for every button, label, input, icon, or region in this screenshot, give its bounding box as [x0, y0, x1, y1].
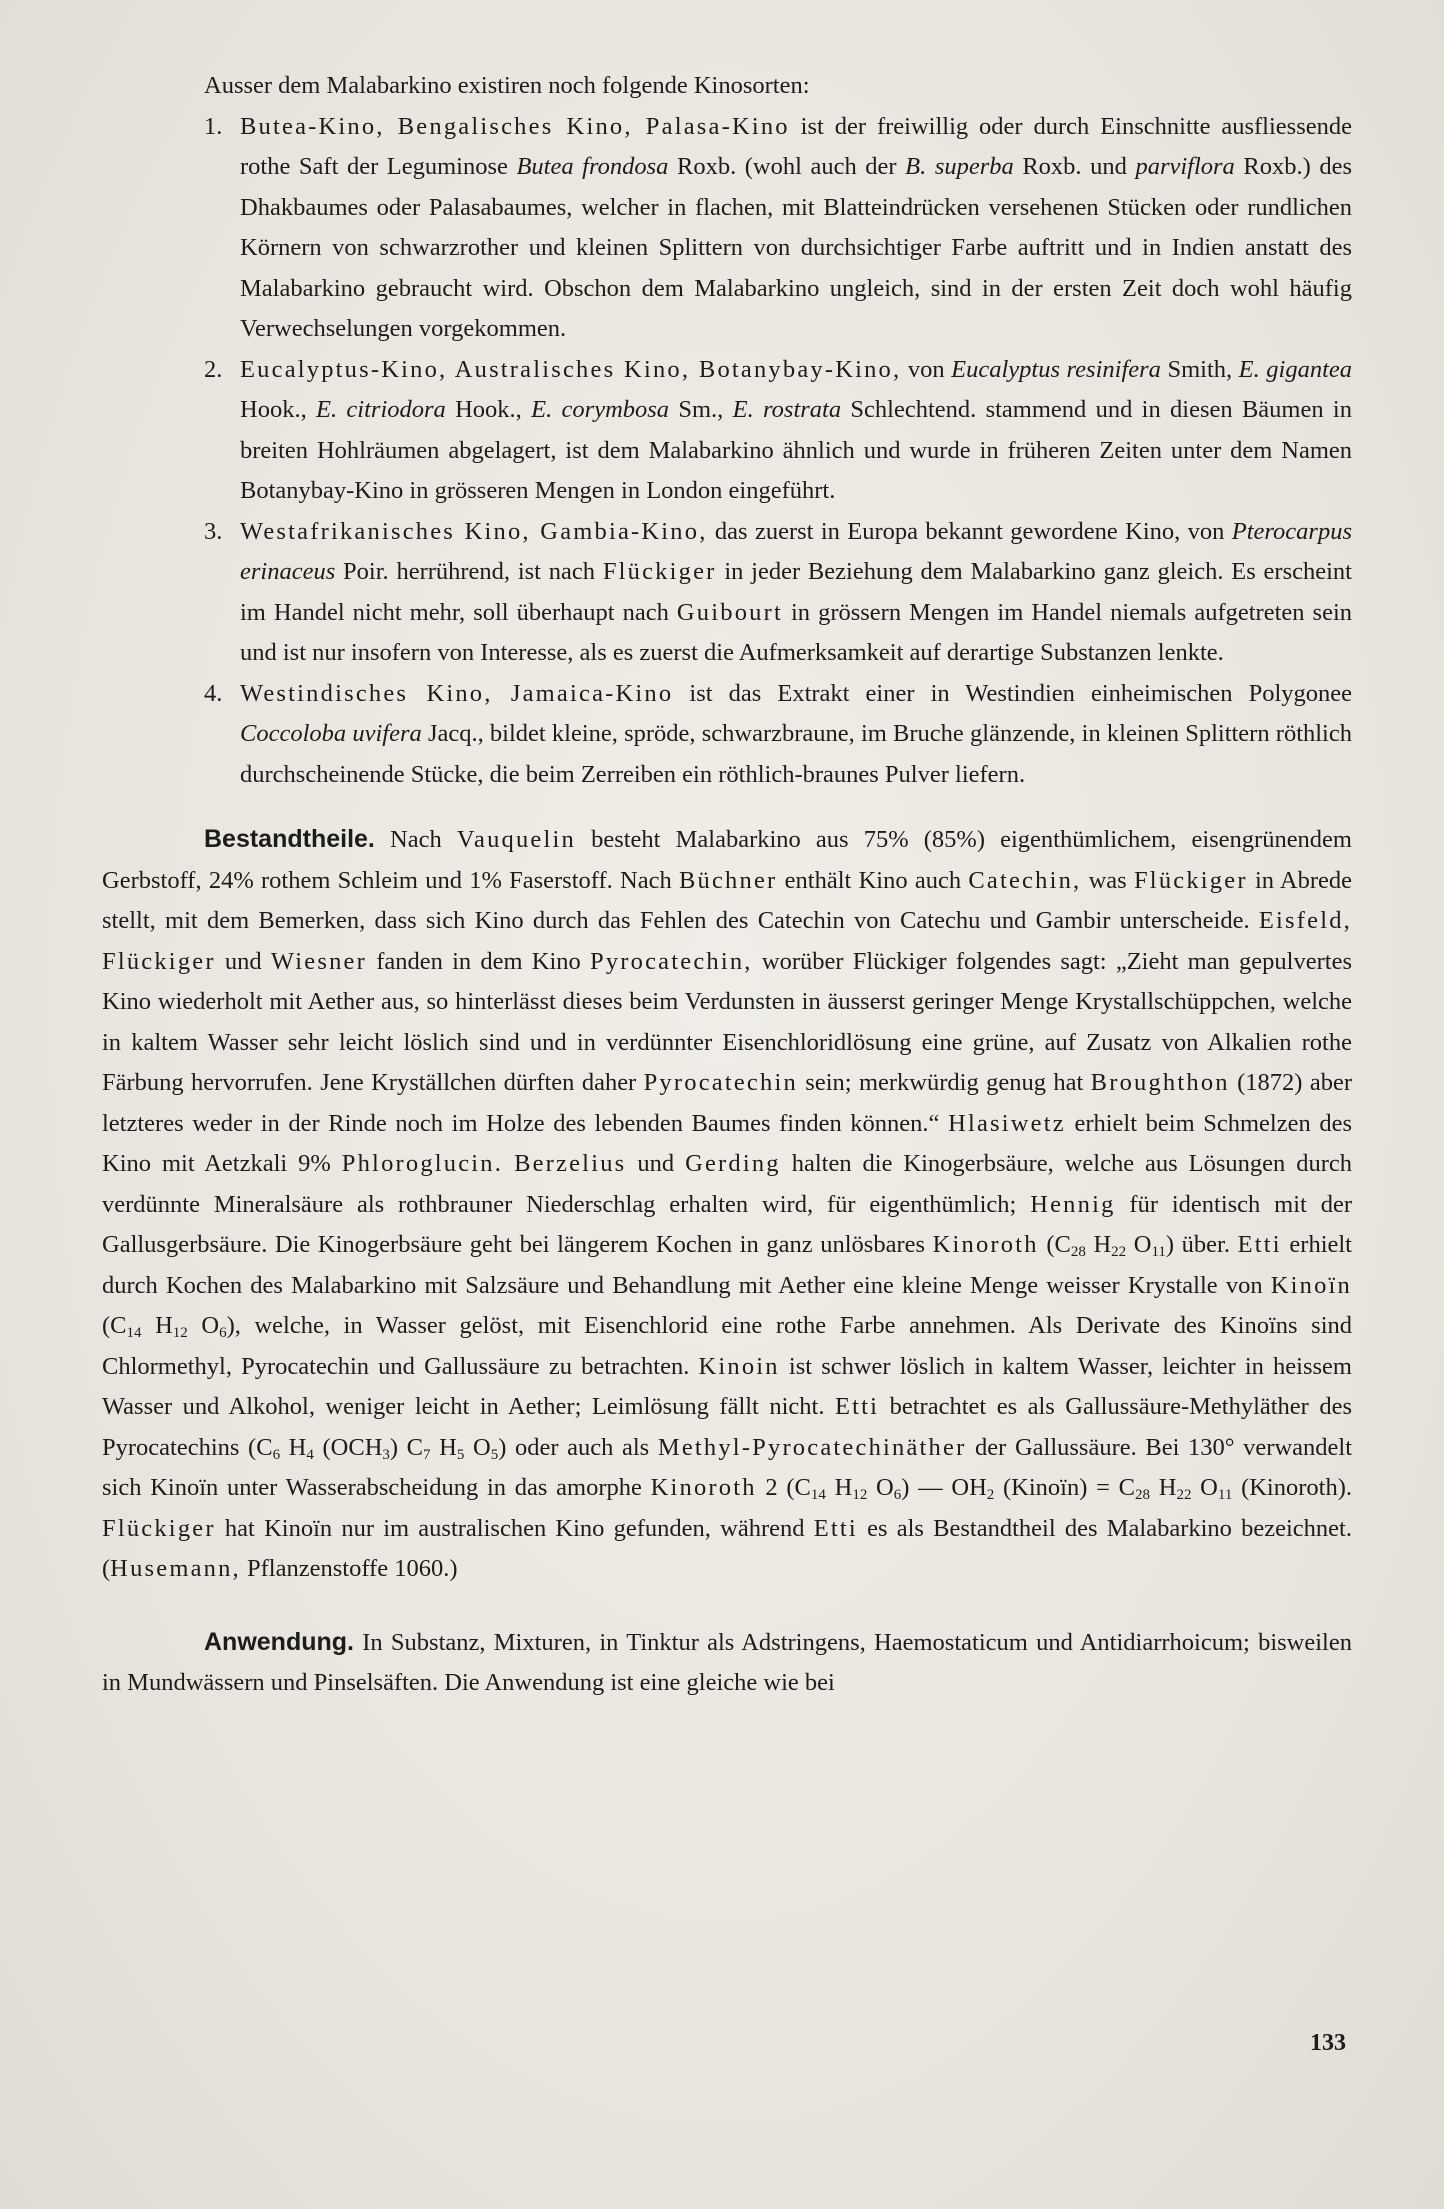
subscript: 2: [986, 1487, 995, 1503]
text-run: ) — OH: [901, 1474, 987, 1501]
subscript: 22: [1111, 1244, 1127, 1260]
text-run: Smith,: [1160, 355, 1239, 383]
spaced-name: Vauquelin: [456, 826, 576, 853]
list-number: 1.: [204, 112, 223, 140]
text-run: O: [1126, 1231, 1152, 1258]
text-run: ), welche, in Wasser gelöst, mit Eisenchlorid eine rothe Farbe annehmen. Als Derivate des Kinoïns sind Chlormethyl, Pyrocatechin und Gallussäure zu betrachten.: [102, 1312, 1352, 1380]
spaced-name: Kinoroth: [932, 1231, 1039, 1258]
text-run: H: [825, 1474, 853, 1501]
text-run: Hook.,: [445, 396, 532, 423]
subscript: 22: [1176, 1487, 1192, 1503]
text-run: H: [1085, 1231, 1112, 1258]
text-run: halten die Kinogerbsäure, welche aus Lösungen durch verdünnte Mineralsäure als rothbrauner Niederschlag erhalten wird, für eigenthümlich;: [102, 1150, 1353, 1218]
text-run: Roxb. und: [1013, 153, 1136, 180]
subscript: 5: [490, 1446, 499, 1463]
text-run: Nach: [374, 826, 457, 853]
spaced-name: Flückiger: [1133, 866, 1248, 894]
spaced-name: Hlasiwetz: [948, 1109, 1066, 1137]
spaced-name: Guibourt: [676, 598, 783, 626]
spaced-name: Berzelius: [514, 1150, 627, 1177]
list-number: 4.: [204, 679, 223, 707]
subscript: 5: [456, 1446, 465, 1463]
subscript: 28: [1070, 1244, 1086, 1260]
text-run: von: [901, 355, 952, 383]
text-run: In Substanz, Mixturen, in Tinktur als Adstringens, Haemostaticum und Antidiarrhoicum; bisweilen in Mundwässern und Pinselsäften. Die Anwendung ist eine gleiche wie bei: [102, 1628, 1352, 1696]
spaced-name: Pyrocatechin,: [590, 947, 753, 975]
text-run: ist der freiwillig oder durch Einschnitte ausfliessende rothe Saft der Leguminose: [240, 112, 1352, 180]
spaced-name: Kinoroth: [650, 1474, 757, 1501]
text-run: O: [187, 1312, 220, 1339]
text-run: Pflanzenstoffe 1060.): [240, 1555, 458, 1582]
italic-text: Butea frondosa: [516, 153, 669, 180]
spaced-name: Etti: [813, 1514, 858, 1542]
text-run: Hook.,: [240, 396, 317, 423]
spaced-name: Eucalyptus-Kino, Australisches Kino, Botanybay-Kino,: [240, 355, 902, 383]
list-item: [102, 674, 1352, 796]
text-run: fanden in dem Kino: [366, 947, 591, 975]
text-run: in jeder Beziehung dem Malabarkino ganz gleich. Es erscheint im Handel nicht mehr, soll überhaupt nach: [240, 558, 1352, 626]
subscript: 14: [126, 1325, 142, 1341]
subscript: 6: [272, 1446, 281, 1463]
text-run: Schlechtend. stammend und in diesen Bäumen in breiten Hohlräumen abgelagert, ist dem Malabarkino ähnlich und wurde in früheren Zeiten unter dem Namen Botanybay-Kino in grösseren Mengen in London eingeführt.: [240, 396, 1352, 504]
intro-line: Ausser dem Malabarkino existiren noch folgende Kinosorten:: [204, 72, 810, 99]
subscript: 7: [423, 1446, 431, 1463]
text-run: H: [1150, 1474, 1177, 1501]
subscript: 12: [852, 1487, 868, 1503]
text-run: Sm.,: [669, 396, 733, 423]
subscript: 14: [810, 1487, 826, 1503]
spaced-name: Flückiger: [102, 1514, 216, 1542]
subscript: 11: [1217, 1487, 1233, 1503]
text-run: ) oder auch als: [498, 1433, 658, 1461]
text-run: erhielt durch Kochen des Malabarkino mit Salzsäure und Behandlung mit Aether eine kleine Menge weisser Krystalle von: [102, 1231, 1352, 1299]
text-run: betrachtet es als Gallussäure-Methyläther des Pyrocatechins (C: [102, 1393, 1352, 1461]
text-run: besteht Malabarkino aus 75% (85%) eigenthümlichem, eisengrünendem Gerbstoff, 24% rothem Schleim und 1% Faserstoff. Nach: [102, 826, 1352, 894]
text-run: H: [141, 1312, 173, 1339]
text-run: (C: [102, 1312, 127, 1339]
spaced-name: Eisfeld, Flückiger: [102, 907, 1352, 975]
subscript: 4: [306, 1446, 314, 1463]
italic-text: B. superba: [905, 153, 1014, 180]
page-content: [102, 66, 1352, 1704]
text-run: in grössern Mengen im Handel niemals aufgetreten sein und ist nur insofern von Interesse, als es zuerst die Aufmerksamkeit auf derartige Substanzen lenkte.: [240, 598, 1352, 666]
spaced-name: Catechin,: [968, 866, 1082, 894]
page-number: 133: [1310, 2030, 1346, 2056]
list-item: [102, 107, 1352, 350]
spaced-name: Etti: [1237, 1231, 1282, 1258]
spaced-name: Gerding: [685, 1150, 781, 1177]
text-run: sein; merkwürdig genug hat: [797, 1069, 1091, 1096]
text-run: (Kinoïn) = C: [994, 1474, 1136, 1501]
italic-text: Pterocarpus erinaceus: [240, 517, 1352, 585]
text-run: H: [430, 1433, 457, 1461]
section-paragraph: [102, 1622, 1352, 1704]
text-run: 2 (C: [756, 1474, 811, 1501]
list-item: [102, 350, 1352, 512]
sections: [102, 819, 1352, 1704]
spaced-name: Pyrocatechin: [643, 1069, 798, 1096]
text-run: und: [215, 947, 271, 975]
text-run: O: [867, 1474, 894, 1501]
subscript: 11: [1151, 1244, 1166, 1260]
italic-text: E. rostrata: [732, 396, 842, 423]
spaced-name: Hennig: [1030, 1190, 1116, 1218]
spaced-name: Kinoin: [698, 1352, 780, 1380]
list-item: [102, 512, 1352, 674]
text-run: enthält Kino auch: [777, 866, 969, 894]
spaced-name: Westindisches Kino, Jamaica-Kino: [240, 679, 674, 707]
spaced-name: Wiesner: [270, 947, 367, 975]
text-run: ist schwer löslich in kaltem Wasser, leichter in heissem Wasser und Alkohol, weniger leicht in Aether; Leimlösung fällt nicht.: [102, 1352, 1352, 1420]
spaced-name: Büchner: [678, 866, 778, 894]
spaced-name: Westafrikanisches Kino, Gambia-Kino,: [240, 517, 708, 545]
subscript: 6: [893, 1487, 902, 1503]
text-run: und: [626, 1150, 686, 1177]
list-number: 3.: [204, 517, 223, 545]
text-run: [503, 1150, 514, 1177]
text-run: Jacq., bildet kleine, spröde, schwarzbraune, im Bruche glänzende, in kleinen Splittern röthlich durchscheinende Stücke, die beim Zerreiben ein röthlich-braunes Pulver liefern.: [240, 720, 1352, 788]
spaced-name: Methyl-Pyrocatechinäther: [657, 1433, 967, 1461]
spaced-name: Flückiger: [602, 558, 717, 585]
text-run: ist das Extrakt einer in Westindien einheimischen Polygonee: [673, 679, 1353, 707]
text-run: ) über.: [1165, 1231, 1238, 1258]
text-run: O: [1191, 1474, 1218, 1501]
text-run: was: [1081, 866, 1134, 894]
subscript: 28: [1135, 1487, 1151, 1503]
text-run: H: [280, 1433, 307, 1461]
italic-text: Eucalyptus resinifera: [951, 355, 1161, 383]
text-run: Roxb. (wohl auch der: [668, 153, 906, 180]
italic-text: Coccoloba uvifera: [240, 720, 422, 747]
italic-text: E. corymbosa: [531, 396, 670, 423]
subscript: 3: [382, 1446, 390, 1463]
text-run: der Gallussäure. Bei 130° verwandelt sich Kinoïn unter Wasserabscheidung in das amorphe: [102, 1433, 1353, 1501]
text-run: Poir. herrührend, ist nach: [335, 558, 603, 585]
text-run: worüber Flückiger folgendes sagt: „Zieht man gepulvertes Kino wiederholt mit Aether aus, so hinterlässt dieses beim Verdunsten in äusserst geringer Menge Krystallschüppchen, welche in kaltem Wasser sehr leicht löslich sind und in verdünnter Eisenchloridlösung eine grüne, auf Zusatz von Alkalien rothe Färbung hervorrufen. Jene Kryställchen dürften daher: [102, 947, 1352, 1096]
italic-text: parviflora: [1135, 153, 1235, 180]
spaced-name: Phloroglucin.: [341, 1150, 504, 1177]
text-run: für identisch mit der Gallusgerbsäure. Die Kinogerbsäure geht bei längerem Kochen in ganz unlösbares: [102, 1190, 1352, 1258]
text-run: hat Kinoïn nur im australischen Kino gefunden, während: [215, 1514, 814, 1542]
text-run: ) C: [389, 1433, 424, 1461]
spaced-name: Husemann,: [110, 1555, 241, 1582]
section-paragraph: [102, 819, 1352, 1590]
spaced-name: Broughthon: [1090, 1069, 1230, 1096]
italic-text: E. gigantea: [1238, 355, 1353, 383]
spaced-name: Butea-Kino, Bengalisches Kino, Palasa-Kino: [240, 112, 790, 140]
text-run: Roxb.) des Dhakbaumes oder Palasabaumes, welcher in flachen, mit Blatteindrücken versehenen Stücken oder rundlichen Körnern von schwarzrother und kleinen Splittern von durchsichtiger Farbe auftritt und in Indien anstatt des Malabarkino gebraucht wird. Obschon dem Malabarkino ungleich, sind in der ersten Zeit doch wohl häufig Verwechselungen vorgekommen.: [240, 153, 1352, 342]
kino-sorts-list: [102, 107, 1352, 796]
text-run: (Kinoroth).: [1232, 1474, 1352, 1501]
text-run: es als Bestandtheil des Malabarkino bezeichnet. (: [102, 1514, 1352, 1582]
text-run: das zuerst in Europa bekannt gewordene Kino, von: [707, 517, 1232, 545]
text-run: (1872) aber letzteres weder in der Rinde noch im Holze des lebenden Baumes finden können.“: [102, 1069, 1352, 1137]
list-number: 2.: [204, 355, 223, 383]
text-run: (C: [1038, 1231, 1071, 1258]
subscript: 6: [219, 1325, 227, 1341]
spaced-name: Kinoïn: [1270, 1271, 1352, 1299]
text-run: (OCH: [313, 1433, 383, 1461]
spaced-name: Etti: [834, 1393, 880, 1420]
subscript: 12: [172, 1325, 188, 1341]
text-run: erhielt beim Schmelzen des Kino mit Aetzkali 9%: [102, 1109, 1353, 1177]
section-heading: Anwendung.: [204, 1627, 354, 1656]
text-run: O: [464, 1433, 491, 1461]
text-run: in Abrede stellt, mit dem Bemerken, dass sich Kino durch das Fehlen des Catechin von Catechu und Gambir unterscheide.: [102, 866, 1353, 934]
section-heading: Bestandtheile.: [204, 825, 375, 853]
italic-text: E. citriodora: [316, 396, 446, 423]
